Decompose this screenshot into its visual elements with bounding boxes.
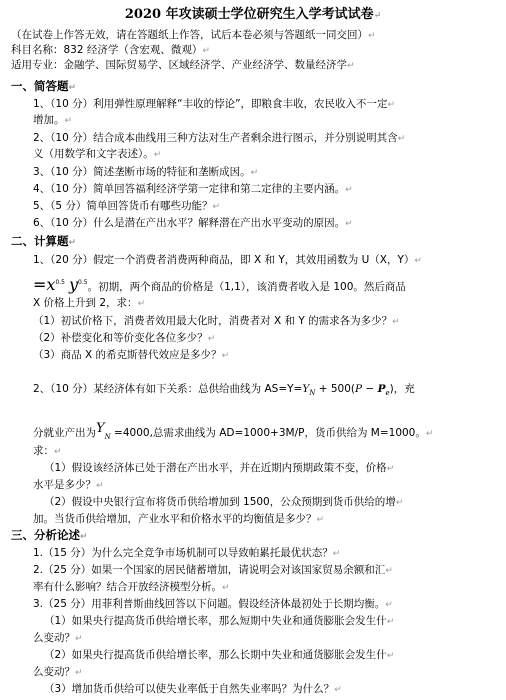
return-mark: ↵	[75, 634, 83, 644]
equals-sign: =	[33, 275, 47, 294]
s3-q2-line2	[33, 580, 230, 595]
return-mark: ↵	[68, 238, 77, 248]
return-mark: ↵	[414, 256, 422, 266]
subject-text: 科目名称：832 经济学（含宏观、微观）	[11, 44, 203, 56]
question-text: 3、（10 分）简述垄断市场的特征和垄断成因。	[33, 166, 251, 178]
s1-q6	[33, 216, 353, 231]
question-text: 1.（15 分）为什么完全竞争市场机制可以导致帕累托最优状态？	[33, 547, 333, 559]
s3-q3-sub3	[44, 682, 342, 697]
exam-title-text: 2020 年攻读硕士学位研究生入学考试试卷	[124, 7, 374, 22]
s1-q1-line1	[33, 97, 395, 112]
s2-q2-ask	[33, 444, 62, 459]
question-text: （3）增加货币供给可以使失业率低于自然失业率吗？为什么？	[44, 683, 335, 695]
subscript-n: N	[309, 389, 316, 397]
return-mark: ↵	[54, 447, 62, 457]
question-text: 加。当货币供给增加，产业水平和价格水平的均衡值是多少？	[33, 513, 317, 525]
return-mark: ↵	[385, 600, 393, 610]
question-text: )，充	[389, 383, 415, 395]
return-mark: ↵	[386, 651, 395, 661]
exam-title	[0, 6, 506, 25]
return-mark: ↵	[373, 11, 382, 21]
s1-q2-line2	[33, 147, 161, 162]
question-text: 1、（20 分）假定一个消费者消费两种商品，即 X 和 Y，其效用函数为 U（X，Y）	[33, 254, 415, 266]
var-p: P	[355, 383, 363, 395]
return-mark: ↵	[68, 83, 77, 93]
return-mark: ↵	[75, 668, 83, 678]
section-title-text: 二、计算题	[11, 234, 69, 248]
s2-q2-line2	[33, 422, 433, 444]
return-mark: ↵	[137, 299, 146, 309]
section-title-text: 一、简答题	[11, 79, 69, 93]
s2-q1-sub2	[33, 331, 215, 346]
return-mark: ↵	[80, 532, 88, 542]
return-mark: ↵	[207, 334, 216, 344]
question-text: 率有什么影响？结合开放经济模型分析。	[33, 581, 222, 593]
s2-q2-line1	[33, 382, 415, 400]
return-mark: ↵	[395, 498, 404, 508]
return-mark: ↵	[316, 515, 325, 525]
plus-term: + 500(	[315, 383, 356, 395]
exponent-y: 0.5	[78, 279, 88, 286]
question-text: 水平是多少？	[33, 479, 96, 491]
return-mark: ↵	[221, 351, 230, 361]
question-text: =4000,总需求曲线为 AD=1000+3M/P，货币供给为 M=1000。	[110, 427, 426, 439]
s3-q1	[33, 546, 340, 561]
return-mark: ↵	[392, 317, 400, 327]
return-mark: ↵	[345, 185, 353, 195]
question-text: 5、（5 分）简单回答货币有哪些功能？	[33, 200, 213, 212]
question-text: 2、（10 分）结合成本曲线用三种方法对生产者剩余进行图示，并分别说明其含	[33, 132, 398, 144]
s3-q2-line1	[33, 563, 393, 578]
s2-q1-line2	[33, 276, 406, 294]
s2-q1-line3	[33, 296, 145, 311]
s3-q3-sub1-line2	[33, 631, 83, 646]
s3-q3-sub2-line1	[44, 648, 394, 663]
question-text: （2）补偿变化和等价变化各位多少？	[33, 332, 208, 344]
question-text: 分就业产出为	[33, 427, 96, 439]
subscript-e: e	[385, 389, 390, 397]
question-text: 4、（10 分）简单回答福利经济学第一定律和第二定律的主要内涵。	[33, 183, 346, 195]
question-text: 增加。	[33, 114, 65, 126]
s1-q2-line1	[33, 131, 405, 146]
var-yn: Y	[302, 383, 310, 395]
return-mark: ↵	[397, 134, 406, 144]
utility-formula	[33, 275, 88, 294]
return-mark: ↵	[212, 202, 220, 212]
return-mark: ↵	[385, 566, 393, 576]
var-x: x	[46, 275, 56, 294]
return-mark: ↵	[250, 168, 259, 178]
question-text: 2、（10 分）某经济体有如下关系：总供给曲线为 AS=Y=	[33, 383, 303, 395]
question-text: （1）初试价格下，消费者效用最大化时，消费者对 X 和 Y 的需求各为多少？	[33, 315, 393, 327]
s1-q3	[33, 165, 258, 180]
return-mark: ↵	[386, 464, 395, 474]
return-mark: ↵	[345, 219, 353, 229]
section-title-short-answer	[11, 79, 76, 96]
s1-q4	[33, 182, 353, 197]
section-title-calculation	[11, 234, 76, 251]
question-text: 2.（25 分）如果一个国家的居民储蓄增加，请说明会对该国家贸易余额和汇	[33, 564, 386, 576]
s3-q3-line1	[33, 597, 393, 612]
s2-q2-sub2-line2	[33, 512, 324, 527]
notice-text: （在试卷上作答无效，请在答题纸上作答，试后本卷必须与答题纸一同交回）	[11, 29, 368, 41]
question-text: 么变动？	[33, 632, 75, 644]
return-mark: ↵	[334, 685, 342, 695]
var-yn: Y	[96, 421, 105, 436]
return-mark: ↵	[153, 150, 162, 160]
question-text: （2）假设中央银行宣布将货币供给增加到 1500，公众预期到货币供给的增	[44, 496, 396, 508]
question-text: 。初期，两个商品的价格是（1,1），该消费者收入是 100。然后商品	[87, 281, 406, 293]
return-mark: ↵	[368, 31, 376, 41]
return-mark: ↵	[387, 100, 396, 110]
majors-text: 适用专业：金融学、国际贸易学、区域经济学、产业经济学、数量经济学	[11, 59, 347, 71]
s2-q2-sub2-line1	[44, 495, 403, 510]
question-text: （1）假设该经济体已处于潜在产出水平，并在近期内预期政策不变，价格	[44, 462, 387, 474]
return-mark: ↵	[386, 617, 395, 627]
question-text: （3）商品 X 的希克斯替代效应是多少？	[33, 349, 222, 361]
return-mark: ↵	[64, 116, 73, 126]
return-mark: ↵	[425, 429, 434, 439]
var-pe: P	[377, 383, 386, 395]
var-y: y	[68, 275, 79, 294]
s1-q5	[33, 199, 220, 214]
question-text: 6、（10 分）什么是潜在产出水平？解释潜在产出水平变动的原因。	[33, 217, 346, 229]
question-text: （1）如果央行提高货币供给增长率，那么短期中失业和通货膨胀会发生什	[44, 615, 387, 627]
s2-q1-line1	[33, 253, 422, 268]
s2-q1-sub3	[33, 348, 229, 363]
section-title-text: 三、分析论述	[11, 528, 80, 542]
question-text: 么变动？	[33, 666, 75, 678]
question-text: 1、（10 分）利用弹性原理解释“丰收的悖论”，即粮食丰收，农民收入不一定	[33, 98, 388, 110]
header-notice	[11, 28, 376, 43]
question-text: （2）如果央行提高货币供给增长率，那么长期中失业和通货膨胀会发生什	[44, 649, 387, 661]
question-text: 3.（25 分）用菲利普斯曲线回答以下问题。假设经济体最初处于长期均衡。	[33, 598, 386, 610]
s2-q2-sub1-line1	[44, 461, 394, 476]
majors-line	[11, 58, 355, 73]
question-text: 求：	[33, 445, 54, 457]
return-mark: ↵	[347, 61, 355, 71]
question-text: X 价格上升到 2，求：	[33, 297, 138, 309]
s1-q1-line2	[33, 113, 72, 128]
subject-line	[11, 43, 210, 58]
s2-q1-sub1	[33, 314, 400, 329]
exponent-x: 0.5	[55, 279, 65, 286]
return-mark: ↵	[222, 583, 230, 593]
return-mark: ↵	[96, 481, 104, 491]
return-mark: ↵	[332, 549, 341, 559]
subscript-n: N	[104, 433, 111, 441]
s3-q3-sub1-line1	[44, 614, 394, 629]
section-title-analysis	[11, 528, 88, 545]
s2-q2-sub1-line2	[33, 478, 104, 493]
question-text: 义（用数学和文字表述）。	[33, 148, 154, 160]
minus-sign: −	[362, 383, 378, 395]
return-mark: ↵	[202, 46, 210, 56]
s3-q3-sub2-line2	[33, 665, 83, 680]
